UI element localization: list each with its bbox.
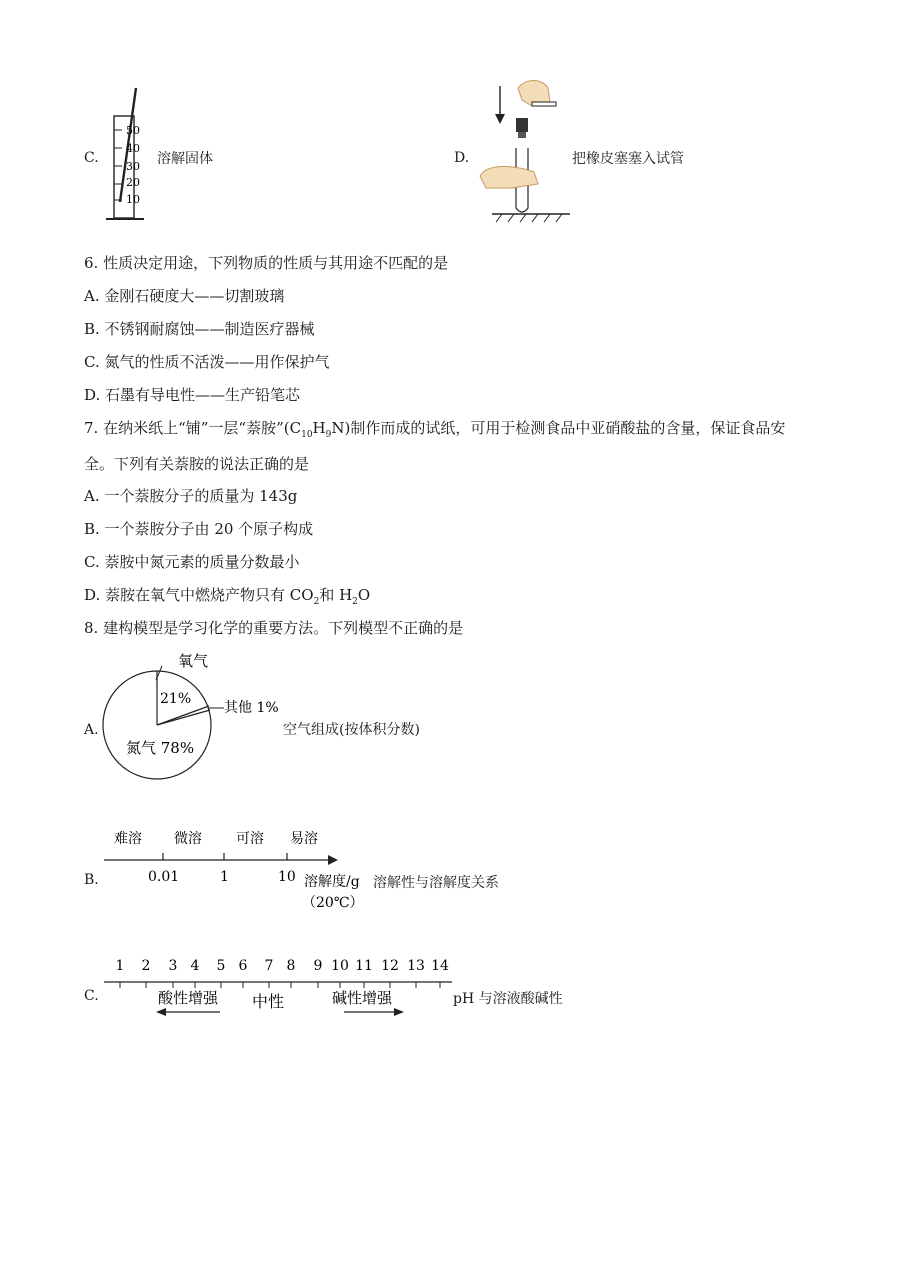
rubber-stopper <box>516 118 528 132</box>
ph-number: 7 <box>264 958 274 974</box>
cyl-tick-30: 30 <box>126 160 140 173</box>
q7-option-b: B. 一个萘胺分子由 20 个原子构成 <box>84 520 314 538</box>
q6-stem: 6. 性质决定用途，下列物质的性质与其用途不匹配的是 <box>84 254 449 272</box>
q7-stem-line2: 全。下列有关萘胺的说法正确的是 <box>84 455 310 473</box>
sol-temp: （20℃） <box>302 895 364 911</box>
q7-option-c: C. 萘胺中氮元素的质量分数最小 <box>84 553 300 571</box>
ph-number: 3 <box>168 958 178 974</box>
stopper-test-tube-illustration <box>478 76 574 228</box>
ph-number: 12 <box>381 958 399 974</box>
pie-label-nitrogen: 氮气 78% <box>126 739 195 757</box>
sol-cat-very: 易溶 <box>290 831 318 847</box>
q5-c-text: 溶解固体 <box>157 151 213 167</box>
q7-option-a: A. 一个萘胺分子的质量为 143g <box>84 487 298 505</box>
ph-number: 2 <box>141 958 151 974</box>
pie-label-other: 其他 1% <box>224 700 279 716</box>
axis-arrow-icon <box>328 855 338 865</box>
ph-number: 9 <box>313 958 323 974</box>
q5-d-text: 把橡皮塞塞入试管 <box>572 151 684 167</box>
q8-a-letter: A. <box>84 722 99 738</box>
right-arrow-icon <box>394 1008 404 1016</box>
q8-b-letter: B. <box>84 872 99 888</box>
q5-c-letter: C. <box>84 150 99 166</box>
ph-number: 5 <box>216 958 226 974</box>
arrow-head-icon <box>495 114 505 124</box>
ph-number: 11 <box>355 958 373 974</box>
q7-option-d: D. 萘胺在氧气中燃烧产物只有 $CO_2$和 $H_2O$ <box>84 586 371 607</box>
sol-axis-label: 溶解度/g <box>304 874 360 890</box>
sol-cat-soluble: 可溶 <box>236 831 264 847</box>
sol-cat-insoluble: 难溶 <box>114 831 142 847</box>
air-composition-pie <box>100 648 290 793</box>
sol-tick-001: 0.01 <box>148 869 180 885</box>
ph-number: 13 <box>407 958 425 974</box>
sol-cat-slightly: 微溶 <box>174 831 202 847</box>
q8-c-letter: C. <box>84 988 99 1004</box>
q6-option-c: C. 氮气的性质不活泼——用作保护气 <box>84 353 330 371</box>
q6-option-d: D. 石墨有导电性——生产铅笔芯 <box>84 386 301 404</box>
graduated-cylinder-illustration <box>100 86 160 228</box>
ph-number: 14 <box>431 958 449 974</box>
cyl-tick-10: 10 <box>126 193 140 206</box>
bottom-hand-icon <box>480 167 538 189</box>
ph-scale <box>100 950 460 1020</box>
q5-d-letter: D. <box>454 150 470 166</box>
q8-stem: 8. 建构模型是学习化学的重要方法。下列模型不正确的是 <box>84 619 464 637</box>
ph-number: 10 <box>331 958 349 974</box>
q6-option-b: B. 不锈钢耐腐蚀——制造医疗器械 <box>84 320 315 338</box>
cyl-tick-50: 50 <box>126 124 140 137</box>
sol-tick-1: 1 <box>220 869 229 885</box>
ph-acid-label: 酸性增强 <box>158 989 219 1007</box>
q7-stem: 7. 在纳米纸上“铺”一层“萘胺$”(C_{10}H_9N)$制作而成的试纸，可用于检测食品中亚硝酸盐的含量，保证食品安 <box>84 419 786 440</box>
sol-tick-10: 10 <box>278 869 296 885</box>
ph-caption: pH 与溶液酸碱性 <box>453 991 563 1007</box>
ph-number: 8 <box>286 958 296 974</box>
pie-caption: 空气组成(按体积分数) <box>283 722 420 738</box>
ph-neutral-label: 中性 <box>252 992 285 1011</box>
left-arrow-icon <box>156 1008 166 1016</box>
ph-number: 1 <box>115 958 125 974</box>
solubility-caption: 溶解性与溶解度关系 <box>373 875 499 891</box>
ph-base-label: 碱性增强 <box>332 989 393 1007</box>
ph-number: 6 <box>238 958 248 974</box>
ph-number: 4 <box>190 958 200 974</box>
cyl-tick-20: 20 <box>126 176 140 189</box>
cyl-tick-40: 40 <box>126 142 140 155</box>
solubility-number-line <box>100 822 364 914</box>
pie-value-oxygen: 21% <box>160 691 192 707</box>
q6-option-a: A. 金刚石硬度大——切割玻璃 <box>84 287 285 305</box>
pie-label-oxygen: 氧气 <box>178 652 209 670</box>
